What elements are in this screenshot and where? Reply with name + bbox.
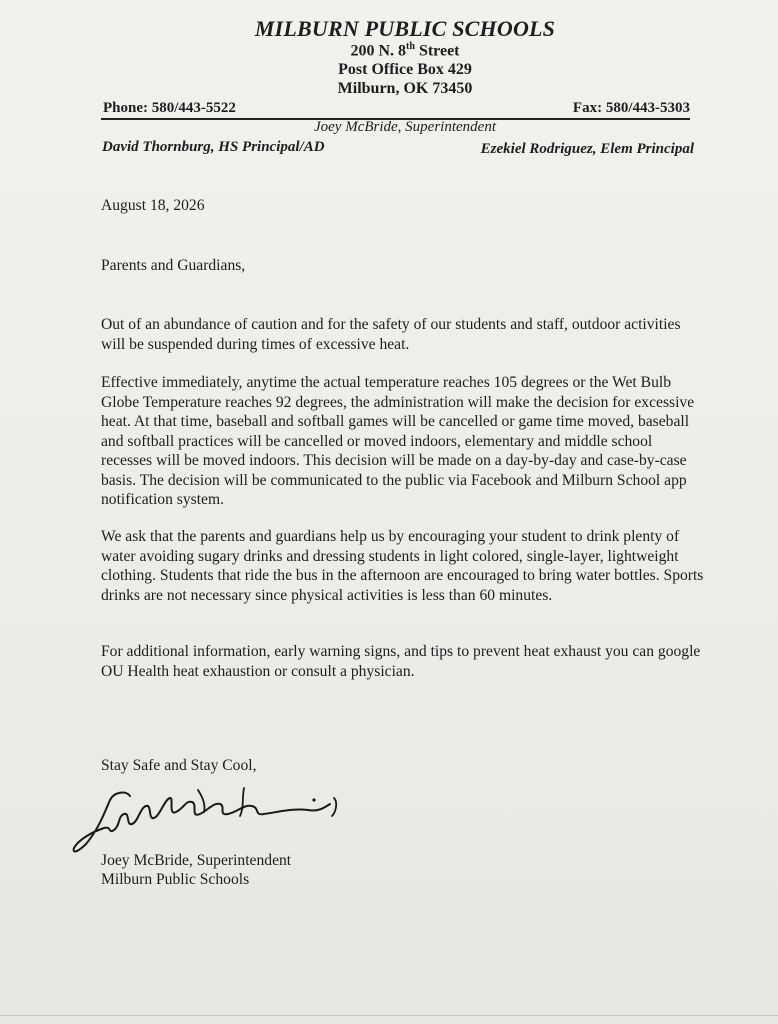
letter-date: August 18, 2026 <box>101 197 205 214</box>
street-number: 200 N. 8 <box>350 42 407 60</box>
street-address <box>0 41 778 60</box>
elem-principal: Ezekiel Rodriguez, Elem Principal <box>480 141 694 157</box>
fax-number: Fax: 580/443-5303 <box>572 100 690 116</box>
paragraph-heat-policy: Effective immediately, anytime the actual temperature reaches 105 degrees or the Wet Bulb Globe Temperature reaches 92 degrees, the administration will make the decision for excessive heat. At that time, baseball and softball games will be cancelled or game time moved, baseball and softball practices will be cancelled or moved indoors, elementary and middle school recesses will be moved indoors. This decision will be made on a day-by-day and case-by-case basis. The decision will be communicated to the public via Facebook and Milburn School app notification system. <box>101 374 695 508</box>
greeting: Parents and Guardians, <box>101 257 246 274</box>
city-state-zip: Milburn, OK 73450 <box>337 80 473 97</box>
hs-principal: David Thornburg, HS Principal/AD <box>102 139 325 155</box>
signer-organization: Milburn Public Schools <box>101 871 250 888</box>
page-edge <box>0 1015 778 1016</box>
paragraph-caution: Out of an abundance of caution and for the safety of our students and staff, outdoor activities will be suspended during times of excessive heat. <box>101 316 681 353</box>
po-box: Post Office Box 429 <box>338 61 472 78</box>
phone-number: Phone: 580/443-5522 <box>103 100 236 116</box>
school-name: MILBURN PUBLIC SCHOOLS <box>254 16 556 41</box>
street-suffix: Street <box>414 42 460 60</box>
paragraph-additional-info: For additional information, early warning signs, and tips to prevent heat exhaust you can google OU Health heat exhaustion or consult a physician. <box>101 643 701 680</box>
signer-name: Joey McBride, Superintendent <box>101 852 292 869</box>
street-ordinal: th <box>406 41 415 52</box>
paragraph-parents-request: We ask that the parents and guardians help us by encouraging your student to drink plenty of water avoiding sugary drinks and dressing students in light colored, single-layer, lightweight clothing. Students that ride the bus in the afternoon are encouraged to bring water bottles. Sports drinks are not necessary since physical activities is less than 60 minutes. <box>101 528 704 604</box>
superintendent-line: Joey McBride, Superintendent <box>313 119 496 135</box>
closing: Stay Safe and Stay Cool, <box>101 757 257 774</box>
handwritten-signature <box>68 782 348 862</box>
